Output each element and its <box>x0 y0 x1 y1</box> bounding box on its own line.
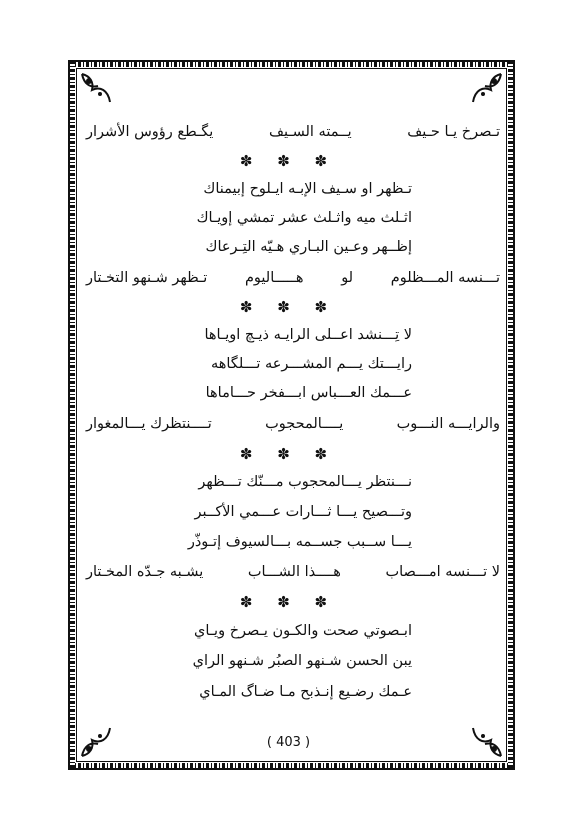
verse-line: رايـــتك يـــم المشـــرعه تـــلگاهه <box>210 356 412 372</box>
refrain-segment: لو <box>341 270 354 286</box>
refrain-segment: تـصرخ يـا حـيف <box>407 124 500 140</box>
verse-line: ابـصوتي صحت والكـون يـصرخ ويـاي <box>194 623 412 639</box>
star-divider: ✽ ✽ ✽ <box>239 298 338 316</box>
top-chain-border <box>70 62 513 67</box>
verse-line: عـــمك العـــباس ابـــفخر حـــاماها <box>205 385 412 401</box>
star-divider: ✽ ✽ ✽ <box>239 593 338 611</box>
ornament-icon <box>80 72 114 106</box>
star-divider: ✽ ✽ ✽ <box>239 445 338 463</box>
verse-line: تـظهر او سـيف الإبـه ايـلوح إبيمناك <box>203 181 412 197</box>
refrain-segment: يگـطع رؤوس الأشرار <box>86 124 214 140</box>
refrain-segment: تـظهر شـنهو التخـتار <box>86 270 208 286</box>
refrain-segment: يــــالمحجوب <box>265 416 344 432</box>
verse-line: نـــنتظر يـــالمحجوب مـــنّك تـــظهر <box>198 474 412 490</box>
refrain-line <box>86 416 500 432</box>
verse-line: إظــهر وعـين البـاري هـيّه التِـرعاك <box>205 239 412 255</box>
verse-line: يبن الحسن شـنهو الصبُر شـنهو الراي <box>192 653 412 669</box>
page-number: ( 403 ) <box>266 735 311 750</box>
verse-line: عـمك رضـيع إنـذبح مـا ضـاگ المـاي <box>199 684 412 700</box>
verse-line: وتـــصيح يـــا ثـــارات عـــمي الأكــبر <box>194 504 412 520</box>
verse-line: لا تِـــنشد اعــلى الرايـه ذيـچ اويـاها <box>204 327 412 343</box>
ornament-icon <box>469 72 503 106</box>
refrain-line <box>86 124 500 140</box>
refrain-segment: تـــنسه المـــظلوم <box>390 270 500 286</box>
refrain-segment: يشـبه جـدّه المخـتار <box>86 564 204 580</box>
star-divider: ✽ ✽ ✽ <box>239 152 338 170</box>
verse-line: اثـلث ميه واثـلث عشر تمشي إويـاك <box>196 210 412 226</box>
refrain-line <box>86 270 500 286</box>
bottom-chain-border <box>70 763 513 768</box>
refrain-segment: لا تـــنسه امـــصاب <box>385 564 500 580</box>
verse-line: يـــا ســبب جســمه بـــالسيوف إتـوذّر <box>187 534 412 550</box>
refrain-segment: والرايـــه النـــوب <box>396 416 500 432</box>
refrain-segment: هــــذا الشـــاب <box>247 564 341 580</box>
refrain-segment: يــمته السـيف <box>268 124 352 140</box>
refrain-segment: هـــــاليوم <box>244 270 304 286</box>
refrain-segment: تــــنتظرك يـــالمغوار <box>86 416 212 432</box>
refrain-line <box>86 564 500 580</box>
